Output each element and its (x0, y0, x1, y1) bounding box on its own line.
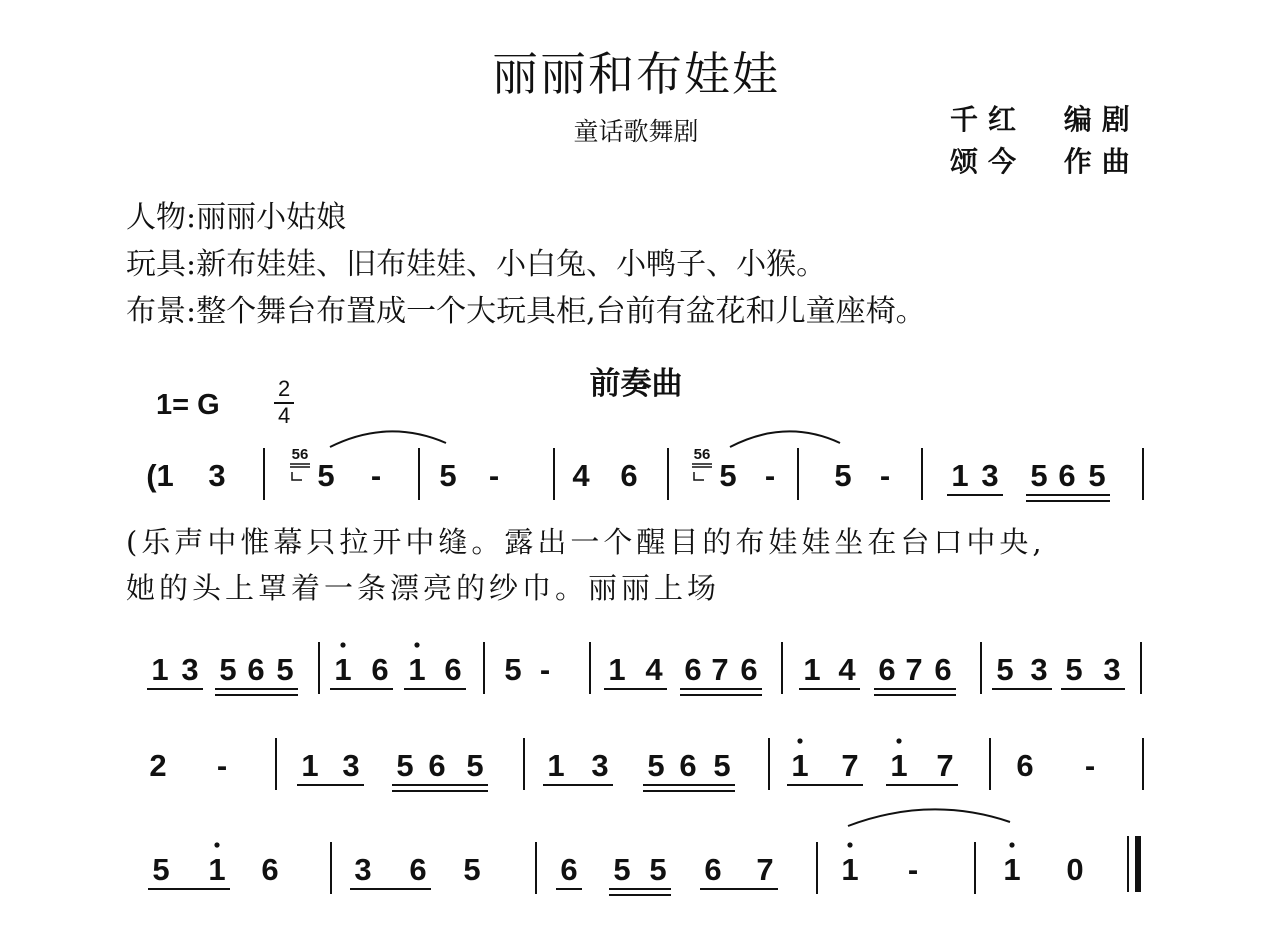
info-scenery-label: 布景: (126, 294, 197, 329)
score-line2-m6-note4: 3 (1103, 652, 1121, 687)
score-line2-m4-note3: 6 (684, 652, 702, 687)
score-line2-m2-note3: 1 (408, 652, 426, 687)
high-octave-dot (797, 738, 802, 743)
score-line2-m2-note1: 1 (334, 652, 352, 687)
score-line2-m1-note2: 3 (181, 652, 199, 687)
score-line3-m3-note4: 6 (679, 748, 697, 783)
stage-direction-line-2: 她的头上罩着一条漂亮的纱巾。丽丽上场 (126, 571, 721, 605)
tie-arc (848, 809, 1010, 826)
score-line2-m4-note5: 6 (740, 652, 758, 687)
score-line2-m1-note4: 6 (247, 652, 265, 687)
score-line4-m3-note4: 6 (704, 852, 722, 887)
score-line1-m3-note1: 5 (439, 458, 457, 493)
info-characters-label: 人物: (126, 200, 197, 235)
key-signature: 1= G (156, 389, 220, 421)
score-line2-m5-note3: 6 (878, 652, 896, 687)
score-line2-m6-note2: 3 (1030, 652, 1048, 687)
score-line1-m6-note1: 5 (834, 458, 852, 493)
score-line4-m3-note2: 5 (613, 852, 631, 887)
score-line4-m3-note3: 5 (649, 852, 667, 887)
time-signature-top: 2 (278, 376, 291, 401)
score-line1-m7-note5: 5 (1088, 458, 1106, 493)
high-octave-dot (340, 642, 345, 647)
score-line1-m3-note2: - (488, 458, 500, 493)
info-toys-label: 玩具: (126, 247, 197, 282)
score-line1-m6-note2: - (879, 458, 891, 493)
score-line3-m2-note5: 5 (466, 748, 484, 783)
score-line4-m1-note3: 6 (261, 852, 279, 887)
score-line4-m5-note2: 0 (1066, 852, 1084, 887)
score-line4-m1-note1: 5 (152, 852, 170, 887)
info-scenery-text: 整个舞台布置成一个大玩具柜,台前有盆花和儿童座椅。 (196, 294, 926, 329)
tie-arc (730, 431, 840, 447)
score-line4-m3-note1: 6 (560, 852, 578, 887)
score-line2-m6-note1: 5 (996, 652, 1014, 687)
score-line1-m2-note1: 5 (317, 458, 335, 493)
score-line4-m5-note1: 1 (1003, 852, 1021, 887)
score-line3-m2-note2: 3 (342, 748, 360, 783)
score-line1-m7-note4: 6 (1058, 458, 1076, 493)
score-line2-m1-note1: 1 (151, 652, 169, 687)
credit-composer-role: 作曲 (1063, 145, 1140, 178)
score-line3-m5-note1: 6 (1016, 748, 1034, 783)
grace-notes: 56 (693, 446, 711, 463)
score-line4-m2-note3: 5 (463, 852, 481, 887)
score-line2-m2-note4: 6 (444, 652, 462, 687)
score-line1-m1-note2: 3 (208, 458, 226, 493)
score-line1-m4-note1: 4 (572, 458, 590, 493)
score-line3-m4-note4: 7 (936, 748, 954, 783)
score-line2-m5-note1: 1 (803, 652, 821, 687)
grace-notes: 56 (291, 446, 309, 463)
score-line1-m7-note1: 1 (951, 458, 969, 493)
score-line1-m5-note1: 5 (719, 458, 737, 493)
score-line1-m1-note1: (1 (146, 458, 174, 493)
high-octave-dot (847, 842, 852, 847)
credit-composer-name: 颂今 (950, 145, 1027, 178)
high-octave-dot (896, 738, 901, 743)
score-line3-m1-note1: 2 (149, 748, 167, 783)
score-line4-m2-note1: 3 (354, 852, 372, 887)
score-line2-m5-note2: 4 (838, 652, 856, 687)
score-line4-m2-note2: 6 (409, 852, 427, 887)
score-line2-m3-note2: - (539, 652, 551, 687)
high-octave-dot (414, 642, 419, 647)
credit-writer-name: 千红 (950, 103, 1027, 136)
score-line2-m4-note4: 7 (711, 652, 729, 687)
info-characters-text: 丽丽小姑娘 (196, 200, 347, 235)
score-line3-m4-note1: 1 (791, 748, 809, 783)
score-line2-m4-note2: 4 (645, 652, 663, 687)
score-line1-m5-note2: - (764, 458, 776, 493)
score-line4-m4-note2: - (907, 852, 919, 887)
info-toys-text: 新布娃娃、旧布娃娃、小白兔、小鸭子、小猴。 (196, 247, 827, 282)
score-line3-m3-note2: 3 (591, 748, 609, 783)
score-line3-m2-note1: 1 (301, 748, 319, 783)
score-line2-m4-note1: 1 (608, 652, 626, 687)
tie-arc (330, 431, 446, 447)
score-line3-m5-note2: - (1084, 748, 1096, 783)
score-line3-m4-note2: 7 (841, 748, 859, 783)
score-line1-m7-note2: 3 (981, 458, 999, 493)
score-line2-m6-note3: 5 (1065, 652, 1083, 687)
score-line4-m1-note2: 1 (208, 852, 226, 887)
score-line3-m2-note3: 5 (396, 748, 414, 783)
score-line2-m5-note5: 6 (934, 652, 952, 687)
score-line2-m5-note4: 7 (905, 652, 923, 687)
score-line3-m3-note1: 1 (547, 748, 565, 783)
score-line3-m1-note2: - (216, 748, 228, 783)
score-line2-m1-note5: 5 (276, 652, 294, 687)
section-title: 前奏曲 (589, 366, 683, 402)
grace-slur-mark (694, 472, 704, 480)
score-line3-m3-note5: 5 (713, 748, 731, 783)
score-line4-m4-note1: 1 (841, 852, 859, 887)
score-line3-m3-note3: 5 (647, 748, 665, 783)
credit-writer-role: 编剧 (1063, 103, 1140, 136)
stage-direction-line-1: (乐声中惟幕只拉开中缝。露出一个醒目的布娃娃坐在台口中央, (126, 525, 1046, 559)
score-line1-m4-note2: 6 (620, 458, 638, 493)
score-line2-m1-note3: 5 (219, 652, 237, 687)
score-line1-m7-note3: 5 (1030, 458, 1048, 493)
song-subtitle: 童话歌舞剧 (573, 117, 699, 146)
score-line2-m2-note2: 6 (371, 652, 389, 687)
score-line3-m4-note3: 1 (890, 748, 908, 783)
high-octave-dot (1009, 842, 1014, 847)
score-line3-m2-note4: 6 (428, 748, 446, 783)
score-line4-m3-note5: 7 (756, 852, 774, 887)
time-signature-bottom: 4 (278, 403, 291, 428)
high-octave-dot (214, 842, 219, 847)
score-line1-m2-note2: - (370, 458, 382, 493)
song-title: 丽丽和布娃娃 (492, 47, 780, 101)
grace-slur-mark (292, 472, 302, 480)
score-line2-m3-note1: 5 (504, 652, 522, 687)
